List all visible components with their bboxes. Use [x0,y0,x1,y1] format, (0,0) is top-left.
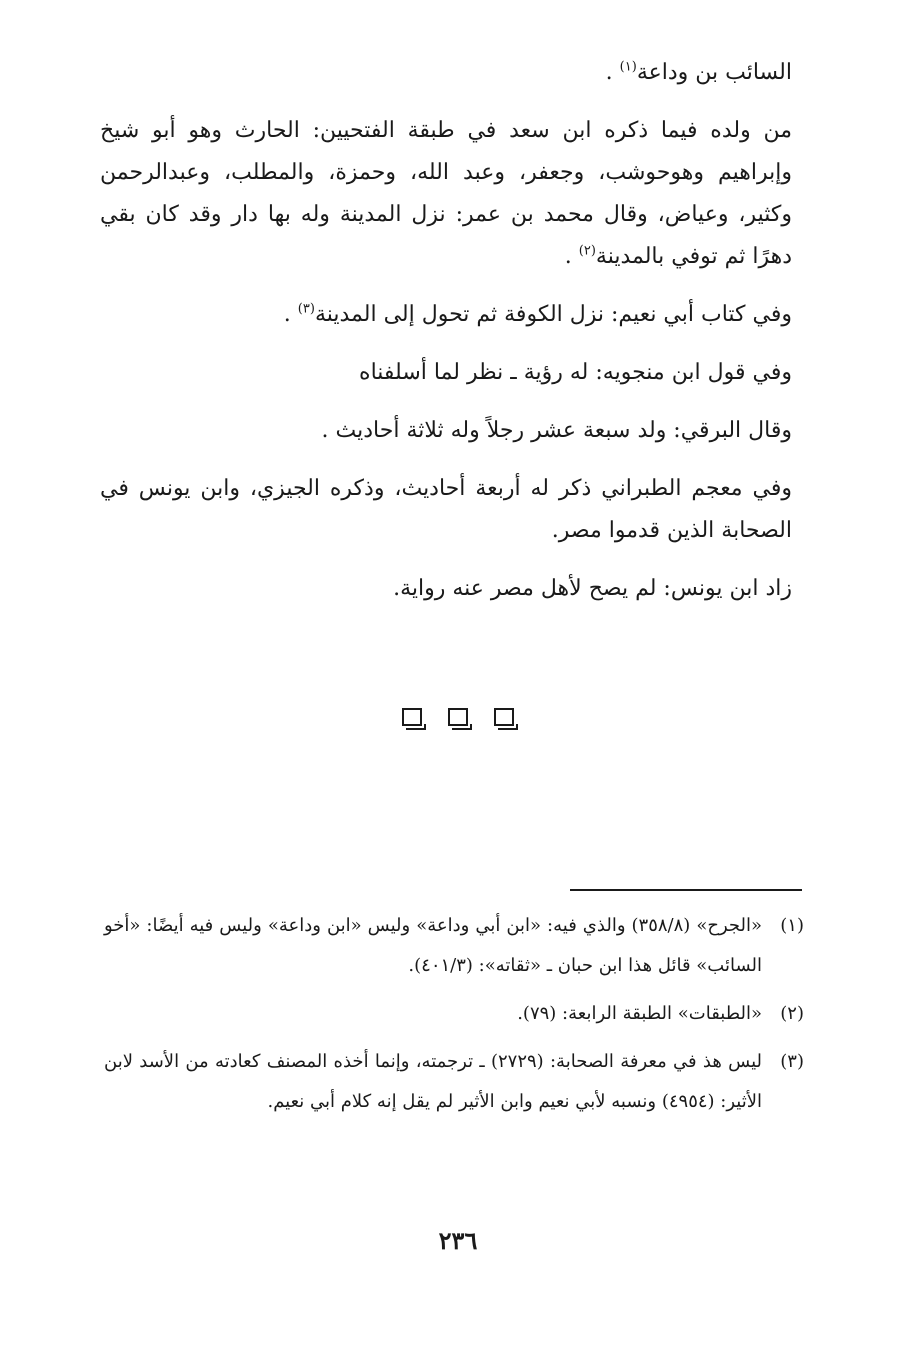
page-number: ٢٣٦ [438,1226,478,1255]
footnote-number: (١) [780,915,804,936]
paragraph-1: السائب بن وداعة$^{(١)}$ . [605,59,792,85]
paragraph-5: وقال البرقي: ولد سبعة عشر رجلاً وله ثلاثة أحاديث . [321,418,792,443]
section-divider-ornaments [0,708,916,726]
main-text [100,52,792,626]
paragraph-4: وفي قول ابن منجويه: له رؤية ـ نظر لما أسلفناه [359,360,792,385]
footnote-separator [570,889,802,891]
footnotes [104,906,804,1130]
footnote-number: (٣) [780,1051,804,1072]
square-ornament-icon [402,708,422,726]
footnote-1 [104,906,804,986]
footnote-2 [104,994,804,1034]
footnote-text: ليس هذ في معرفة الصحابة: (٢٧٢٩) ـ ترجمته، وإنما أخذه المصنف كعادته من الأسد لابن الأثير: (٤٩٥٤) ونسبه لأبي نعيم وابن الأثير لم يقل إنه كلام أبي نعيم. [104,1051,763,1112]
footnote-3 [104,1042,804,1122]
square-ornament-icon [494,708,514,726]
footnote-number: (٢) [780,1003,804,1024]
footnote-ref-1: (١) [619,59,637,75]
footnote-ref-2: (٢) [578,243,596,259]
paragraph-7: زاد ابن يونس: لم يصح لأهل مصر عنه رواية. [393,576,792,601]
footnote-ref-3: (٣) [297,301,315,317]
paragraph-3: وفي كتاب أبي نعيم: نزل الكوفة ثم تحول إلى المدينة$^{(٣)}$ . [283,301,792,327]
paragraph-2: من ولده فيما ذكره ابن سعد في طبقة الفتحيين: الحارث وهو أبو شيخ وإبراهيم وهوحوشب، وجعفر، وعبد الله، وحمزة، والمطلب، وعبدالرحمن وكثير، وعياض، وقال محمد بن عمر: نزل المدينة وله بها دار وقد كان بقي دهرًا ثم توفي بالمدينة$^{(٢)}$ . [100,118,792,269]
paragraph-6: وفي معجم الطبراني ذكر له أربعة أحاديث، وذكره الجيزي، وابن يونس في الصحابة الذين قدموا مصر. [100,476,792,543]
footnote-text: «الجرح» (٣٥٨/٨) والذي فيه: «ابن أبي وداعة» وليس «ابن وداعة» وليس فيه أيضًا: «أخو السائب» قائل هذا ابن حبان ـ «ثقاته»: (٤٠١/٣). [104,915,762,976]
square-ornament-icon [448,708,468,726]
footnote-text: «الطبقات» الطبقة الرابعة: (٧٩). [517,1003,762,1024]
